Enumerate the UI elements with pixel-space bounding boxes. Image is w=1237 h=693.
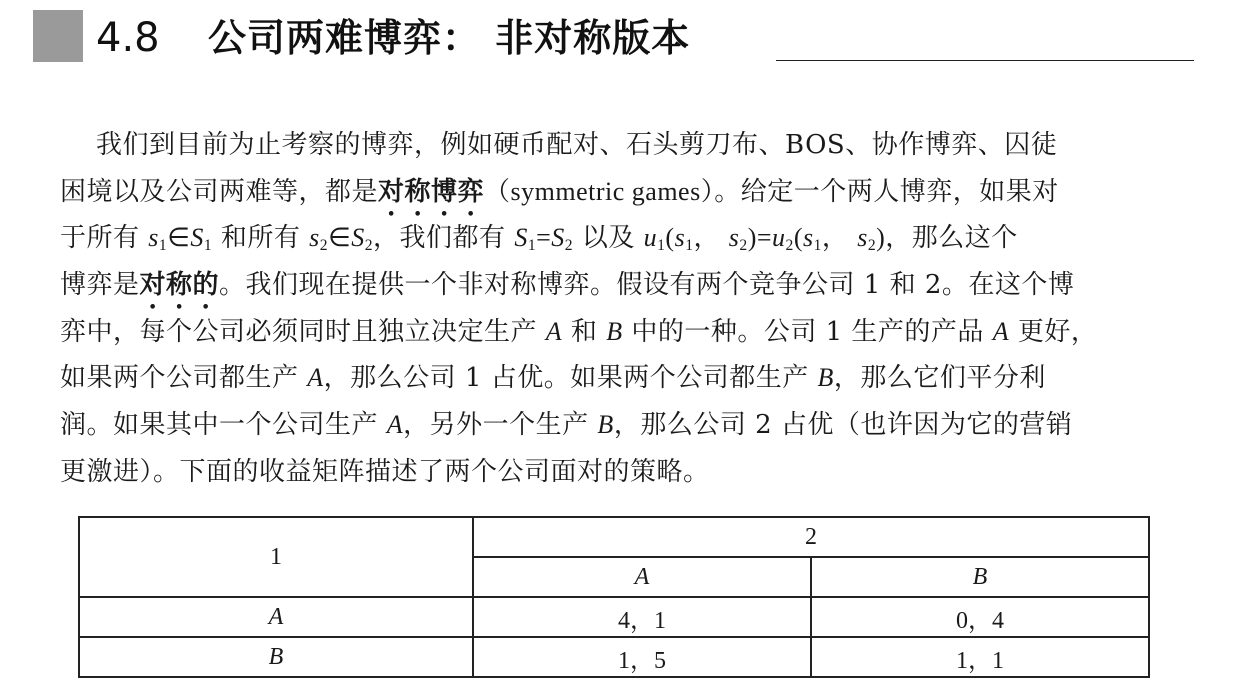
text-span: ，那么这个 [885,223,1018,254]
col-player-label: 2 [473,517,1149,557]
paragraph-line-1: 我们到目前为止考察的博弈，例如硬币配对、石头剪刀布、BOS、协作博弈、囚徒 [96,130,1058,160]
math-var: S [190,223,204,253]
body-paragraph [60,122,1200,496]
math-var: s [803,223,814,253]
paragraph-line-4 [60,262,1200,309]
math-var: A [386,410,404,440]
payoff-matrix [78,516,1150,678]
text-span: ，另外一个生产 [403,410,598,441]
math-var: s [148,223,159,253]
table-row [79,597,1149,637]
text-span: 于所有 [60,223,149,254]
math-var: s [857,223,868,253]
math-var: A [992,316,1010,346]
math-sub: 1 [813,237,822,255]
math-sub: 1 [685,237,694,255]
math-sub: 2 [564,237,574,255]
payoff-cell: 1，1 [811,637,1149,677]
math-sub: 1 [158,237,168,255]
text-span: ，我们都有 [373,223,515,254]
paragraph-line-6 [60,355,1200,402]
table-row [79,637,1149,677]
math-sub: 2 [785,237,794,255]
text-span: 中的一种。公司 1 生产的产品 [622,316,993,347]
text-span: 博弈是 [60,270,140,301]
paragraph-line-2 [60,169,1200,216]
math-var: B [597,410,614,440]
text-span: ，那么它们平分利 [833,363,1046,394]
math-var: S [351,223,365,253]
math-sub: 1 [657,237,666,255]
math-var: A [307,363,324,393]
text-span: 更好， [1009,316,1098,347]
math-op: ， [821,223,858,254]
math-op: ∈ [167,223,191,253]
col-strategy-b: B [811,557,1149,597]
math-var: A [545,316,563,346]
math-var: B [606,316,623,346]
col-strategy-a: A [473,557,811,597]
math-var: S [514,223,528,253]
math-var: B [817,363,834,393]
math-op: ) [747,223,757,253]
text-span: 困境以及公司两难等，都是 [60,176,379,207]
text-span: 润。如果其中一个公司生产 [60,410,387,441]
payoff-cell: 0，4 [811,597,1149,637]
payoff-cell: 1，5 [473,637,811,677]
paragraph-line-5 [60,309,1200,356]
math-var: u [643,223,658,253]
math-op: ) [876,223,886,253]
math-sub: 2 [364,237,374,255]
paragraph-line-8: 更激进）。下面的收益矩阵描述了两个公司面对的策略。 [60,456,710,487]
text-span: （symmetric games）。给定一个两人博弈，如果对 [484,176,1059,206]
math-sub: 2 [867,237,877,255]
math-sub: 2 [319,237,329,255]
header-rule [776,60,1194,61]
row-strategy-b: B [79,637,473,677]
row-player-label: 1 [79,517,473,597]
math-op: ∈ [328,223,352,253]
math-op: = [536,223,552,253]
text-span: 以及 [573,223,644,254]
section-marker-block [33,10,83,62]
emphasized-term: 对称的 [139,270,220,301]
math-var: s [674,223,686,253]
emphasized-term: 对称博弈 [378,176,485,207]
math-sub: 1 [203,237,213,255]
math-var: S [551,223,565,253]
math-var: s [309,223,320,253]
paragraph-line-3 [60,215,1200,262]
math-var: u [772,223,786,253]
section-number: 4.8 [96,15,160,61]
math-op: ( [665,223,675,253]
math-sub: 1 [527,237,537,255]
section-title: 公司两难博弈： 非对称版本 [208,16,691,60]
payoff-cell: 4，1 [473,597,811,637]
math-sub: 2 [739,237,748,255]
section-header [0,0,1237,80]
math-op: ( [793,223,803,253]
text-span: ，那么公司 1 占优。如果两个公司都生产 [323,363,818,394]
table-header-row [79,517,1149,557]
paragraph-line-7 [60,402,1200,449]
math-var: s [728,223,740,253]
row-strategy-a: A [79,597,473,637]
text-span: 和 [562,316,607,347]
text-span: 弈中，每个公司必须同时且独立决定生产 [60,316,546,347]
text-span: ，那么公司 2 占优（也许因为它的营销 [613,410,1073,441]
text-span: 如果两个公司都生产 [60,363,308,394]
math-op: ， [693,223,729,254]
math-op: = [756,223,773,253]
text-span: 和所有 [212,223,310,254]
text-span: 。我们现在提供一个非对称博弈。假设有两个竞争公司 1 和 2。在这个博 [219,270,1075,301]
